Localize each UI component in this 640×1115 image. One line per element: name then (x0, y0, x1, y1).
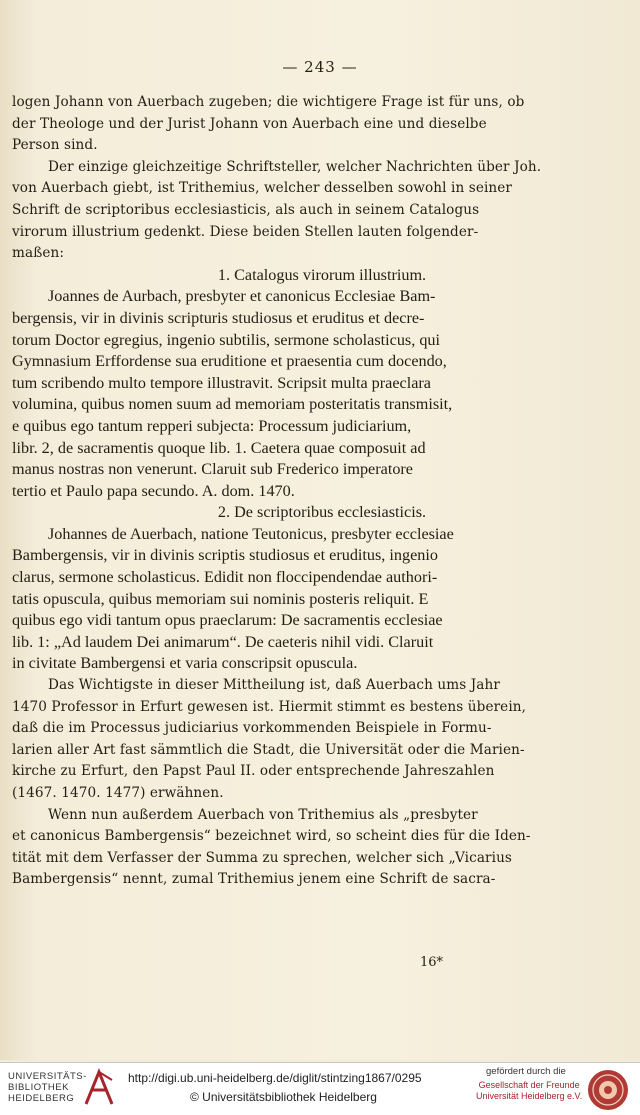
text-line: lib. 1: „Ad laudem Dei animarum“. De caeteris nihil vidi. Claruit (12, 632, 434, 651)
library-logo-icon (82, 1068, 116, 1108)
text-line: daß die im Processus judiciarius vorkommenden Beispiele in Formu- (12, 720, 492, 737)
text-line: quibus ego vidi tantum opus praeclarum: De sacramentis ecclesiae (12, 611, 443, 630)
text-line: bergensis, vir in divinis scripturis studiosus et eruditus et decre- (12, 308, 425, 327)
text-line: in civitate Bambergensi et varia conscripsit opuscula. (12, 654, 358, 673)
text-line: tum scribendo multo tempore illustravit. Scripsit multa praeclara (12, 373, 431, 392)
text-line: Wenn nun außerdem Auerbach von Trithemius als „presbyter (48, 806, 478, 823)
text-line: der Theologe und der Jurist Johann von Auerbach eine und dieselbe (12, 115, 487, 132)
sponsor-intro: gefördert durch die (486, 1066, 566, 1077)
text-line: Joannes de Aurbach, presbyter et canonicus Ecclesiae Bam- (48, 287, 436, 306)
digital-url-link[interactable]: http://digi.ub.uni-heidelberg.de/diglit/stintzing1867/0295 (128, 1071, 422, 1085)
page-body (12, 92, 632, 891)
text-line: logen Johann von Auerbach zugeben; die wichtigere Frage ist für uns, ob (12, 94, 525, 110)
text-line: manus nostras non venerunt. Claruit sub Frederico imperatore (12, 460, 413, 479)
library-name-line: UNIVERSITÄTS- (8, 1071, 87, 1082)
library-name (8, 1071, 87, 1104)
sponsor-line: Universität Heidelberg e.V. (476, 1091, 583, 1101)
text-line: tität mit dem Verfasser der Summa zu sprechen, welcher sich „Vicarius (12, 849, 513, 866)
text-line: Der einzige gleichzeitige Schriftsteller, welcher Nachrichten über Joh. (48, 158, 542, 175)
university-seal-icon (586, 1068, 630, 1112)
text-line: tertio et Paulo papa secundo. A. dom. 1470. (12, 481, 295, 500)
text-line: volumina, quibus nomen suum ad memoriam posteritatis transmisit, (12, 395, 453, 414)
text-line: Bambergensis“ nennt, zumal Trithemius jenem eine Schrift de sacra- (12, 871, 496, 888)
text-line: virorum illustrium gedenkt. Diese beiden Stellen lauten folgender- (12, 223, 479, 240)
text-line: 2. De scriptoribus ecclesiasticis. (217, 503, 427, 522)
text-line: et canonicus Bambergensis“ bezeichnet wird, so scheint dies für die Iden- (12, 828, 531, 845)
text-line: tatis opuscula, quibus memoriam sui nominis posteris reliquit. E (12, 589, 429, 608)
library-name-line: HEIDELBERG (8, 1093, 75, 1104)
text-line: Johannes de Auerbach, natione Teutonicus, presbyter ecclesiae (48, 524, 454, 543)
text-line: torum Doctor egregius, ingenio subtilis, sermone scholasticus, qui (12, 330, 441, 349)
text-line: (1467. 1470. 1477) erwähnen. (12, 785, 224, 801)
sponsor-name (476, 1080, 582, 1102)
text-line: clarus, sermone scholasticus. Edidit non floccipendendae authori- (12, 568, 438, 587)
page-number: — 243 — (282, 58, 358, 76)
signature-mark: 16* (420, 955, 444, 970)
library-name-line: BIBLIOTHEK (8, 1082, 69, 1093)
text-line: kirche zu Erfurt, den Papst Paul II. oder entsprechende Jahreszahlen (12, 763, 495, 780)
text-line: e quibus ego tantum repperi subjecta: Processum judiciarium, (12, 416, 412, 435)
copyright-text: © Universitätsbibliothek Heidelberg (190, 1090, 377, 1104)
text-line: 1. Catalogus virorum illustrium. (217, 265, 427, 284)
text-line: Das Wichtigste in dieser Mittheilung ist, daß Auerbach ums Jahr (48, 677, 500, 694)
footer-bar (0, 1062, 640, 1115)
text-line: larien aller Art fast sämmtlich die Stadt, die Universität oder die Marien- (12, 741, 525, 758)
text-line: von Auerbach giebt, ist Trithemius, welcher desselben sowohl in seiner (12, 180, 513, 197)
text-line: Schrift de scriptoribus ecclesiasticis, als auch in seinem Catalogus (12, 201, 480, 218)
sponsor-line: Gesellschaft der Freunde (478, 1080, 580, 1090)
text-line: maßen: (12, 245, 65, 262)
text-line: Gymnasium Erffordense sua eruditione et praesentia cum docendo, (12, 352, 447, 371)
text-line: libr. 2, de sacramentis quoque lib. 1. Caetera quae composuit ad (12, 438, 426, 457)
text-line: Bambergensis, vir in divinis scriptis studiosus et eruditus, ingenio (12, 546, 438, 565)
text-line: Person sind. (12, 137, 98, 154)
text-line: 1470 Professor in Erfurt gewesen ist. Hiermit stimmt es bestens überein, (12, 698, 527, 715)
